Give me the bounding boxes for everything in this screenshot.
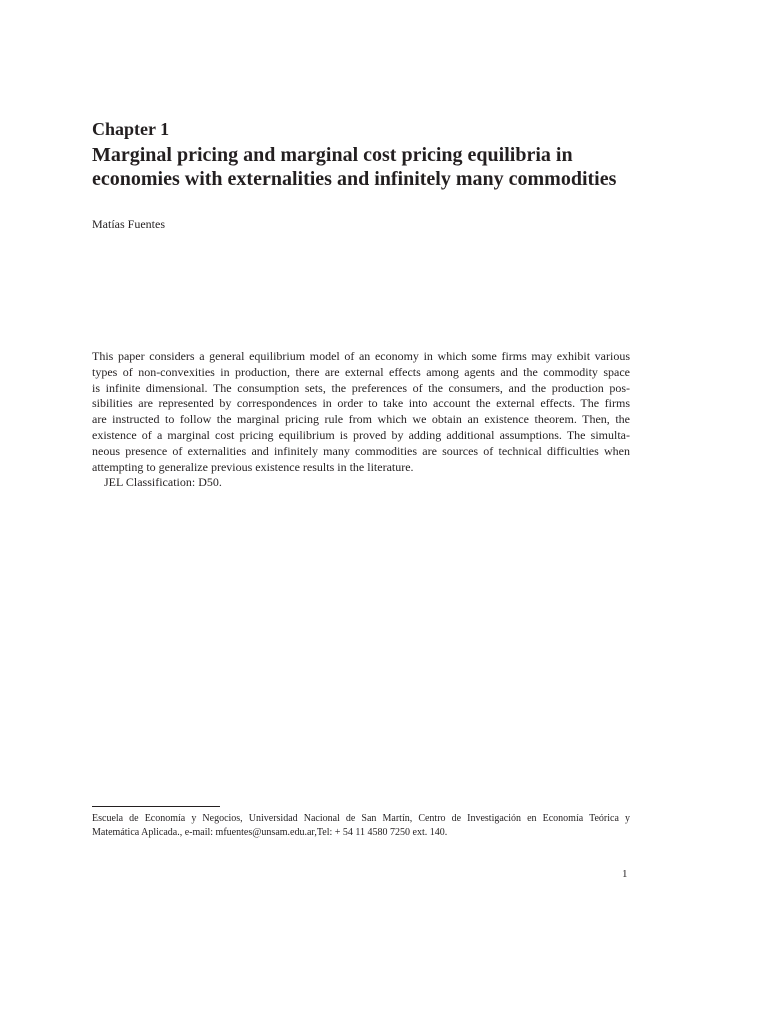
abstract-line: sibilities are represented by correspondences in order to take into account the external effects. The firms — [92, 396, 630, 411]
footnote-line: Matemática Aplicada., e-mail: mfuentes@unsam.edu.ar,Tel: + 54 11 4580 7250 ext. 140. — [92, 827, 448, 838]
chapter-label: Chapter 1 — [92, 119, 170, 139]
chapter-title-line: Marginal pricing and marginal cost pricing equilibria in — [92, 144, 573, 166]
abstract-line: This paper considers a general equilibrium model of an economy in which some firms may exhibit various — [92, 349, 630, 363]
abstract-line: neous presence of externalities and infinitely many commodities are sources of technical difficulties when — [92, 443, 630, 458]
jel-classification: JEL Classification: D50. — [104, 475, 222, 490]
abstract — [92, 349, 630, 491]
abstract-line: is infinite dimensional. The consumption sets, the preferences of the consumers, and the production pos- — [92, 380, 630, 395]
abstract-line: are instructed to follow the marginal pricing rule from which we obtain an existence theorem. Then, the — [92, 412, 630, 427]
page-number: 1 — [622, 868, 628, 880]
author-name: Matías Fuentes — [92, 217, 165, 231]
chapter-title-line: economies with externalities and infinitely many commodities — [92, 168, 617, 190]
abstract-line: existence of a marginal cost pricing equilibrium is proved by adding additional assumptions. The simulta- — [92, 427, 630, 442]
affiliation-footnote — [92, 812, 630, 840]
footnote-rule — [92, 806, 220, 807]
abstract-line: types of non-convexities in production, there are external effects among agents and the commodity space — [92, 364, 630, 379]
chapter-title — [92, 143, 652, 191]
footnote-line: Escuela de Economía y Negocios, Universidad Nacional de San Martín, Centro de Investigación en Economía Teórica y — [92, 813, 630, 824]
abstract-line: attempting to generalize previous existence results in the literature. — [92, 459, 414, 474]
